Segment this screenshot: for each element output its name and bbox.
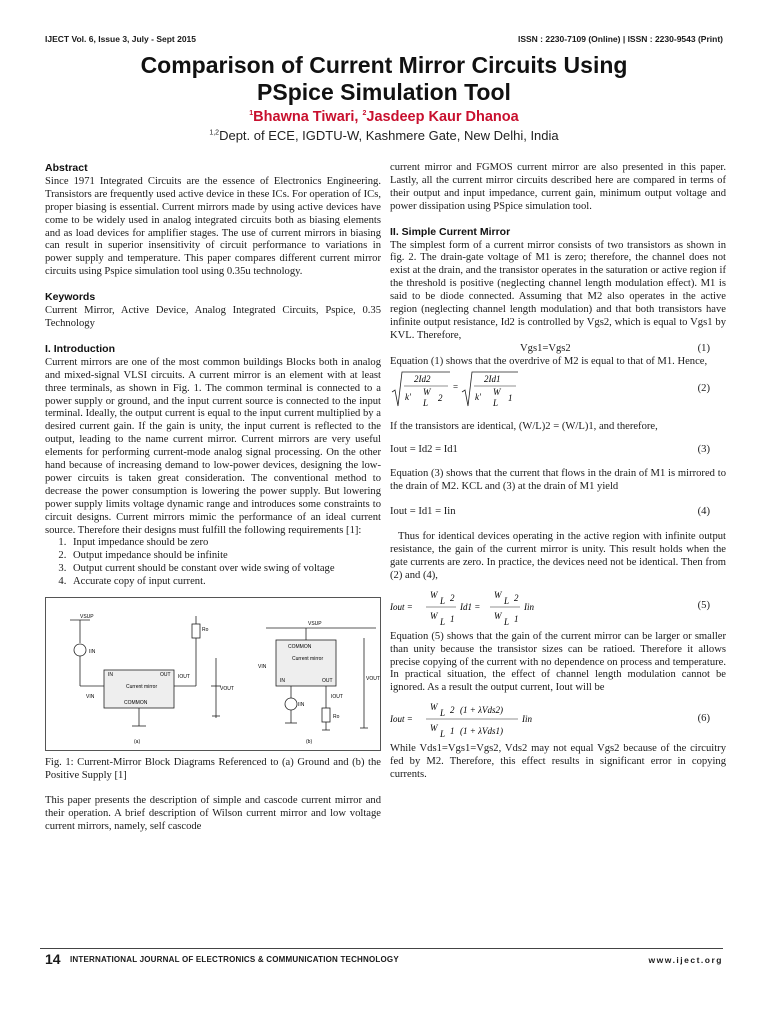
eq2-kprime-left: k': [405, 391, 411, 402]
eq6-l-top: L: [440, 708, 446, 719]
eq2-sub-right: 1: [508, 392, 513, 403]
right-column-top: current mirror and FGMOS current mirror are also presented in this paper. Lastly, all the current mirror circuits described here are compared in terms of their output and input impedance, current gain, minimum output voltage and power dissipation using PSpice simulation tool.: [390, 162, 726, 212]
eq5-w-bot: W: [430, 610, 438, 621]
equation-5: [390, 583, 726, 631]
eq5-w-bot2: W: [494, 610, 502, 621]
affiliation-text: Dept. of ECE, IGDTU-W, Kashmere Gate, New Delhi, India: [219, 128, 559, 143]
equation-3-text: Iout = Id2 = Id1: [390, 443, 458, 455]
requirement-item: 2. Output impedance should be infinite: [69, 550, 381, 563]
eq5-w-top2: W: [494, 589, 502, 600]
fig-b-ro: Ro: [333, 714, 340, 721]
author1-sup: 1: [249, 110, 254, 118]
paper-title-line2: PSpice Simulation Tool: [257, 79, 511, 105]
eq6-sub-top: 2: [450, 705, 455, 716]
author1: Bhawna Tiwari,: [253, 109, 363, 125]
eq5-l-bot2: L: [504, 616, 510, 627]
left-column: [45, 162, 381, 834]
section2-p4: Equation (3) shows that the current that flows in the drain of M1 is mirrored to the drain of M2. KCL and (3) at the drain of M1 yield: [390, 468, 726, 493]
keywords-text: Current Mirror, Active Device, Analog Integrated Circuits, Pspice, 0.35 Technology: [45, 305, 381, 329]
page-number: 14: [45, 951, 61, 967]
equation-6-formula: [390, 696, 590, 742]
eq5-w-top: W: [430, 589, 438, 600]
equation-2: [390, 369, 726, 411]
section2-p3: If the transistors are identical, (W/L)2 = (W/L)1, and therefore,: [390, 420, 658, 432]
requirements-list: [45, 537, 381, 589]
eq5-iin: Iin: [524, 601, 534, 612]
current-mirror-diagram: [46, 598, 380, 750]
eq5-sub-top2: 2: [514, 592, 519, 603]
equation-3: [390, 444, 726, 457]
eq6-w-bot: W: [430, 723, 438, 734]
eq2-kprime-right: k': [475, 391, 481, 402]
journal-header-right: ISSN : 2230-7109 (Online) | ISSN : 2230-9543 (Print): [517, 34, 723, 44]
eq6-sub-bot: 1: [450, 726, 455, 737]
eq5-iout: Iout =: [390, 601, 413, 612]
fig-a-iin: IIN: [89, 649, 96, 656]
affiliation: [40, 128, 728, 143]
eq2-l-right: L: [493, 397, 499, 408]
equation-3-number: (3): [697, 443, 710, 455]
author2: Jasdeep Kaur Dhanoa: [366, 109, 519, 125]
equation-6: [390, 695, 726, 743]
fig-a-iout: IOUT: [178, 674, 190, 681]
equation-4-text: Iout = Id1 = Iin: [390, 506, 456, 518]
equation-4-number: (4): [697, 506, 710, 518]
figure-1: [45, 597, 381, 751]
paper-title-line1: Comparison of Current Mirror Circuits Using: [140, 52, 628, 78]
eq6-num: (1 + λVds2): [460, 705, 503, 716]
section2-heading: II. Simple Current Mirror: [390, 225, 511, 238]
equation-5-formula: [390, 584, 570, 630]
section2-p1: The simplest form of a current mirror consists of two transistors as shown in fig. 2. The drain-gate voltage of M1 is zero; therefore, the channel does not exist at the drain, and the transistor operates in the saturation or active region if the threshold is positive (neglecting channel length modulation effect). M1 is said to be diode connected. Assuming that M2 also operates in the active region (neglecting channel length modulation) and that both transistors have infinite output resistance, Id2 is controlled by Vgs2, which is equal to Vgs1 by KVL. Therefore,: [390, 239, 726, 341]
figure-1-caption: Fig. 1: Current-Mirror Block Diagrams Referenced to (a) Ground and (b) the Positive Supply [1]: [45, 757, 381, 781]
fig-b-iin: IIN: [298, 702, 305, 709]
equation-1-text: Vgs1=Vgs2: [520, 342, 571, 354]
intro-text: Current mirrors are one of the most common buildings Blocks both in analog and mixed-signal VLSI circuits. A current mirror is an element with at least three terminals, as shown in Fig. 1. The common terminal is connected to a power supply or ground, and the input current source is connected to the input terminal. Ideally, the output current is equal to the input current multiplied by a desired current gain. If the gain is unity, the input current is reflected to the output, leading to the name current mirror. Current mirrors are very useful elements for performing current-mode analog signal processing. On the other hand because of increasing demand to low-power devices, designing the low-power circuits is taken great consideration. The conventional method to decrease the power consumption is lowering the power supply. But lowering power supply limits voltage dynamic range and introduces some constraints to circuit designs. Current mirrors mimic the performance of an ideal current source. Therefore their designs must fulfill the following requirements [1]:: [45, 356, 381, 536]
footer-website: www.iject.org: [648, 955, 723, 965]
equation-1: [390, 343, 726, 356]
eq6-w-top: W: [430, 702, 438, 713]
requirement-item: 1. Input impedance should be zero: [69, 537, 381, 550]
eq2-w-right: W: [493, 386, 501, 397]
eq6-den: (1 + λVds1): [460, 726, 503, 737]
footer-rule: [40, 948, 723, 949]
paper-title: [40, 52, 728, 106]
fig-b-common: COMMON: [288, 644, 312, 651]
footer-journal: INTERNATIONAL JOURNAL OF ELECTRONICS & COMMUNICATION TECHNOLOGY: [70, 955, 399, 964]
keywords-heading: Keywords: [45, 291, 96, 304]
equation-2-formula: [390, 370, 520, 410]
authors: [40, 109, 728, 125]
equation-6-number: (6): [697, 712, 710, 724]
eq2-w-left: W: [423, 386, 431, 397]
eq6-iin: Iin: [522, 714, 532, 725]
eq6-iout: Iout =: [390, 714, 413, 725]
abstract-text: Since 1971 Integrated Circuits are the essence of Electronics Engineering. Transistors are frequently used active device in these ICs. For operation of ICs, proper biasing is essential. Current mirrors made by using active devices have come to be widely used in analog integrated circuits both as biasing elements and as load devices for amplifier stages. The use of current mirrors in biasing can result in superior insensitivity of circuit performance to variations in power supply and temperature. This paper compares different current mirror circuits using Pspice simulation tool using 0.35u technology.: [45, 175, 381, 278]
section2-p2: Equation (1) shows that the overdrive of M2 is equal to that of M1. Hence,: [390, 355, 708, 367]
eq5-sub-top: 2: [450, 592, 455, 603]
fig-b-out: OUT: [322, 678, 333, 685]
fig-b-vin: VIN: [258, 664, 267, 671]
equation-2-number: (2): [697, 383, 710, 395]
affiliation-sup: 1,2: [209, 129, 220, 137]
equation-1-number: (1): [697, 342, 710, 354]
equation-4: [390, 506, 726, 519]
fig-a-vin: VIN: [86, 694, 95, 701]
eq5-l-top2: L: [504, 595, 510, 606]
eq2-num-left: 2Id2: [414, 373, 431, 384]
fig-b-in: IN: [280, 678, 285, 685]
fig-a-common: COMMON: [124, 700, 148, 707]
abstract-heading: Abstract: [45, 162, 88, 174]
fig-a-in: IN: [108, 672, 113, 679]
section2-p6: Equation (5) shows that the gain of the current mirror can be larger or smaller than unity because the transistor sizes can be ratioed. Therefore it allows precise copying of the current with no dependence on process and temperature. In practical situation, the effect of channel length modulation cannot be ignored. As a result the output current, Iout will be: [390, 630, 726, 694]
section2-p5: Thus for identical devices operating in the active region with infinite output resistance, the gain of the current mirror is unity. This result holds when the gate currents are zero. In practice, the devices need not be identical. Then from (2) and (4),: [390, 531, 726, 581]
fig-b-vsup: VSUP: [308, 621, 322, 628]
left-column-tail: This paper presents the description of simple and cascode current mirror and their operation. A brief description of Wilson current mirror and low voltage current mirrors, namely, self cascode: [45, 794, 381, 832]
eq5-sub-bot: 1: [450, 613, 455, 624]
fig-b-iout: IOUT: [331, 694, 343, 701]
eq5-sub-bot2: 1: [514, 613, 519, 624]
fig-a-vsup: VSUP: [80, 614, 94, 621]
equation-5-number: (5): [697, 600, 710, 612]
eq5-id1: Id1 =: [460, 601, 481, 612]
fig-a-box: Current mirror: [126, 684, 158, 691]
journal-header-left: IJECT Vol. 6, Issue 3, July - Sept 2015: [45, 34, 197, 44]
fig-a-label: (a): [134, 739, 141, 746]
eq5-l-top: L: [440, 595, 446, 606]
requirement-item: 4. Accurate copy of input current.: [69, 576, 381, 589]
right-column: [390, 162, 726, 782]
fig-a-ro: Ro: [202, 627, 209, 634]
eq2-num-right: 2Id1: [484, 373, 501, 384]
fig-b-box: Current mirror: [292, 656, 324, 663]
eq6-l-bot: L: [440, 729, 446, 740]
section2-p7: While Vds1=Vgs1=Vgs2, Vds2 may not equal Vgs2 because of the circuitry fed by M2. Therefore, this effect results in significant error in copying currents.: [390, 743, 726, 781]
eq2-l-left: L: [423, 397, 429, 408]
svg-text:=: =: [453, 381, 459, 392]
author2-sup: 2: [362, 110, 367, 118]
fig-b-label: (b): [306, 739, 313, 746]
eq2-sub-left: 2: [438, 392, 443, 403]
fig-b-vout: VOUT: [366, 676, 380, 683]
intro-heading: I. Introduction: [45, 342, 115, 355]
fig-a-out: OUT: [160, 672, 171, 679]
requirement-item: 3. Output current should be constant over wide swing of voltage: [69, 563, 381, 576]
eq5-l-bot: L: [440, 616, 446, 627]
fig-a-vout: VOUT: [220, 686, 234, 693]
